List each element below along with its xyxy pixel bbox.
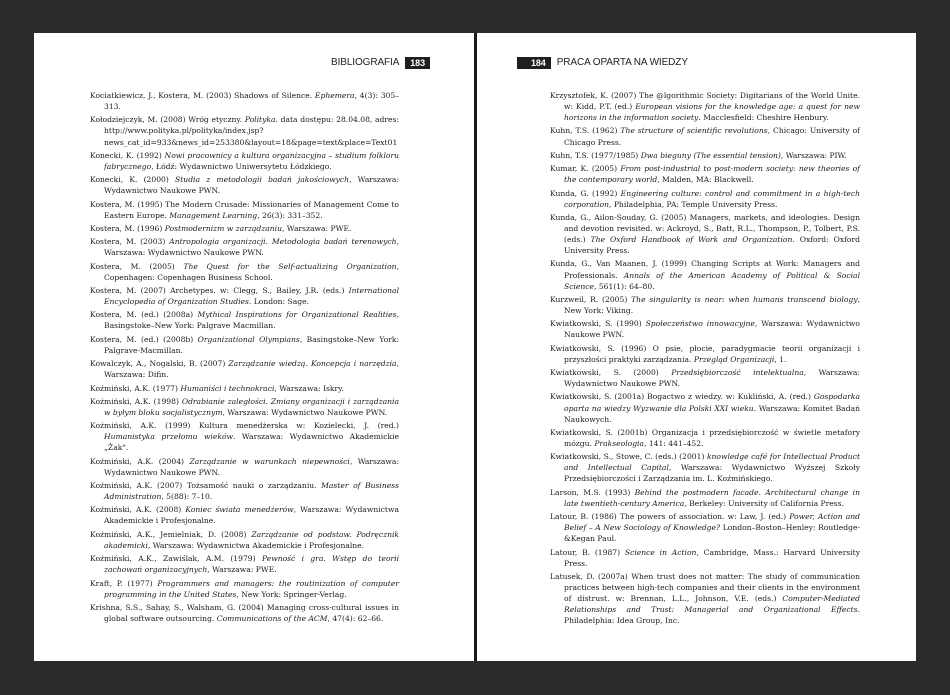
reference-entry: Larson, M.S. (1993) Behind the postmodern facade. Architectural change in late twentieth-century America, Berkeley: University of California Press. xyxy=(550,487,861,508)
reference-entry: Koźmiński, A.K. (2004) Zarządzanie w warunkach niepewności, Warszawa: Wydawnictwo Naukowe PWN. xyxy=(90,456,400,477)
right-page-number: 184 xyxy=(517,57,551,69)
reference-entry: Latusek, D. (2007a) When trust does not matter: The study of communication practices between high-tech companies and their clients in the environment of distrust. w: Brennan, L.L., Johnson, V.E. (eds.) Computer-Mediated Relationships and Trust: Managerial and Organizational Effects. Philadelphia: Idea Group, Inc. xyxy=(550,571,860,626)
reference-entry: Kostera, M. (2005) The Quest for the Self-actualizing Organization, Copenhagen: Copenhagen Business School. xyxy=(90,261,399,282)
reference-entry: Koźmiński, A.K. (2007) Tożsamość nauki o zarządzaniu. Master of Business Administration, 5(88): 7–10. xyxy=(90,481,399,502)
left-reference-list xyxy=(90,90,399,626)
reference-entry: Kuhn, T.S. (1977/1985) Dwa bieguny (The essential tension), Warszawa: PIW. xyxy=(550,150,847,160)
reference-entry: Koźmiński, A.K. (1977) Humaniści i technokraci, Warszawa: Iskry. xyxy=(90,383,344,393)
reference-entry: Krishna, S.S., Sahay, S., Walsham, G. (2004) Managing cross-cultural issues in global software outsourcing. Communications of the ACM, 47(4): 62–66. xyxy=(90,602,399,623)
left-page-number: 183 xyxy=(405,57,430,69)
right-reference-list xyxy=(550,90,860,629)
reference-entry: Koźmiński, A.K., Zawiślak, A.M. (1979) Pewność i gra. Wstęp do teorii zachowań organizacyjnych, Warszawa: PWE. xyxy=(90,554,400,575)
reference-entry: Koźmiński, A.K. (1999) Kultura menedżerska w: Kozielecki, J. (red.) Humanistyka przełomu wieków. Warszawa: Wydawnictwo Akademickie „Żak". xyxy=(90,421,399,453)
reference-entry: Konecki, K. (1992) Nowi pracownicy a kultura organizacyjna – studium folkloru fabrycznego, Łódź: Wydawnictwo Uniwersytetu Łódzkiego. xyxy=(90,150,400,171)
reference-entry: Latour, B. (1987) Science in Action, Cambridge, Mass.: Harvard University Press. xyxy=(550,547,861,568)
reference-entry: Kunda, G., Ailon-Souday, G. (2005) Managers, markets, and ideologies. Design and devotion revisited. w: Ackroyd, S., Batt, R.L., Thompson, P., Tolbert, P.S. (eds.) The Oxford Handbook of Work and Organization. Oxford: Oxford University Press. xyxy=(550,212,860,256)
reference-entry: Kunda, G., Van Maanen, J. (1999) Changing Scripts at Work: Managers and Professionals. Annals of the American Academy of Political & Social Science, 561(1): 64–80. xyxy=(550,259,860,291)
reference-entry: Kwiatkowski, S. (2001a) Bogactwo z wiedzy. w: Kukliński, A. (red.) Gospodarka oparta na wiedzy Wyzwanie dla Polski XXI wieku. Warszawa: Komitet Badań Naukowych. xyxy=(550,392,860,424)
reference-entry: Krzysztofek, K. (2007) The @lgorithmic Society: Digitarians of the World Unite. w: Kidd, P.T. (ed.) European visions for the knowledge age: a quest for new horizons in the information society. Macclesfield: Cheshire Henbury. xyxy=(550,91,861,123)
reference-entry: Kowalczyk, A., Nogalski, B. (2007) Zarządzanie wiedzą. Koncepcja i narzędzia, Warszawa: Difin. xyxy=(90,359,399,380)
reference-entry: Kostera, M. (ed.) (2008b) Organizational Olympians, Basingstoke–New York: Palgrave-Macmillan. xyxy=(90,334,399,355)
right-running-header xyxy=(517,56,688,69)
reference-entry: Kunda, G. (1992) Engineering culture: control and commitment in a high-tech corporation, Philadelphia, PA: Temple University Press. xyxy=(550,188,861,209)
reference-entry: Kraft, P. (1977) Programmers and managers: the routinization of computer programming in the United States, New York: Springer-Verlag. xyxy=(90,578,399,599)
reference-entry: Kwiatkowski, S., Stowe, C. (eds.) (2001) knowledge café for Intellectual Product and Intellectual Capital, Warszawa: Wydawnictwo Wyższej Szkoły Przedsiębiorczości i Zarządzania im. L. Koźmińskiego. xyxy=(550,452,861,484)
reference-entry: Koźmiński, A.K. (1998) Odrabianie zaległości. Zmiany organizacji i zarządzania w byłym bloku socjalistycznym, Warszawa: Wydawnictwo Naukowe PWN. xyxy=(90,396,399,417)
reference-entry: Koźmiński, A.K. (2008) Koniec świata menedżerów, Warszawa: Wydawnictwa Akademickie i Profesjonalne. xyxy=(90,505,399,526)
reference-entry: Kwiatkowski, S. (2000) Przedsiębiorczość intelektualna, Warszawa: Wydawnictwo Naukowe PWN. xyxy=(550,368,860,389)
left-page xyxy=(34,33,474,661)
reference-entry: Kuhn, T.S. (1962) The structure of scientific revolutions, Chicago: University of Chicago Press. xyxy=(550,126,860,147)
reference-entry: Kociatkiewicz, J., Kostera, M. (2003) Shadows of Silence. Ephemera, 4(3): 305–313. xyxy=(90,91,399,112)
reference-entry: Latour, B. (1986) The powers of association. w: Law, J. (ed.) Power, Action and Belief – A New Sociology of Knowledge? London–Boston–Henley: Routledge-&Kegan Paul. xyxy=(550,512,861,544)
right-page xyxy=(477,33,916,661)
reference-entry: Kostera, M. (1995) The Modern Crusade: Missionaries of Management Come to Eastern Europe. Management Learning, 26(3): 331–352. xyxy=(90,199,399,220)
reference-entry: Kwiatkowski, S. (1996) O psie, płocie, paradygmacie teorii organizacji i przyszłości praktyki zarządzania. Przegląd Organizacji, 1. xyxy=(550,343,860,364)
reference-entry: Konecki, K. (2000) Studia z metodologii badań jakościowych, Warszawa: Wydawnictwo Naukowe PWN. xyxy=(90,175,399,196)
right-header-title: PRACA OPARTA NA WIEDZY xyxy=(556,57,688,68)
left-header-title: BIBLIOGRAFIA xyxy=(331,57,400,68)
reference-entry: Kostera, M. (2007) Archetypes. w: Clegg, S., Bailey, J.R. (eds.) International Encyclopedia of Organization Studies. London: Sage. xyxy=(90,286,399,307)
left-running-header xyxy=(331,56,430,69)
reference-entry: Kurzweil, R. (2005) The singularity is near: when humans transcend biology, New York: Viking. xyxy=(550,294,860,315)
reference-entry: Kostera, M. (1996) Postmodernizm w zarządzaniu, Warszawa: PWE. xyxy=(90,223,352,233)
reference-entry: Kostera, M. (ed.) (2008a) Mythical Inspirations for Organizational Realities, Basingstoke–New York: Palgrave Macmillan. xyxy=(90,310,399,331)
reference-entry: Kołodziejczyk, M. (2008) Wróg etyczny. Polityka. data dostępu: 28.04.08, adres: http://www.polityka.pl/polityka/index.jsp?news_cat_id=933&news_id=253380&layout=18&page=text&place=Text01 xyxy=(90,115,399,147)
reference-entry: Kumar, K. (2005) From post-industrial to post-modern society: new theories of the contemporary world, Malden, MA: Blackwell. xyxy=(550,164,860,185)
reference-entry: Koźmiński, A.K., Jemielniak, D. (2008) Zarządzanie od podstaw. Podręcznik akademicki, Warszawa: Wydawnictwa Akademickie i Profesjonalne. xyxy=(90,529,399,550)
reference-entry: Kwiatkowski, S. (1990) Społeczeństwo innowacyjne, Warszawa: Wydawnictwo Naukowe PWN. xyxy=(550,319,860,340)
reference-entry: Kostera, M. (2003) Antropologia organizacji. Metodologia badań terenowych, Warszawa: Wydawnictwo Naukowe PWN. xyxy=(90,237,399,258)
reference-entry: Kwiatkowski, S. (2001b) Organizacja i przedsiębiorczość w świetle metafory mózgu. Prakseologia, 141: 441–452. xyxy=(550,427,860,448)
